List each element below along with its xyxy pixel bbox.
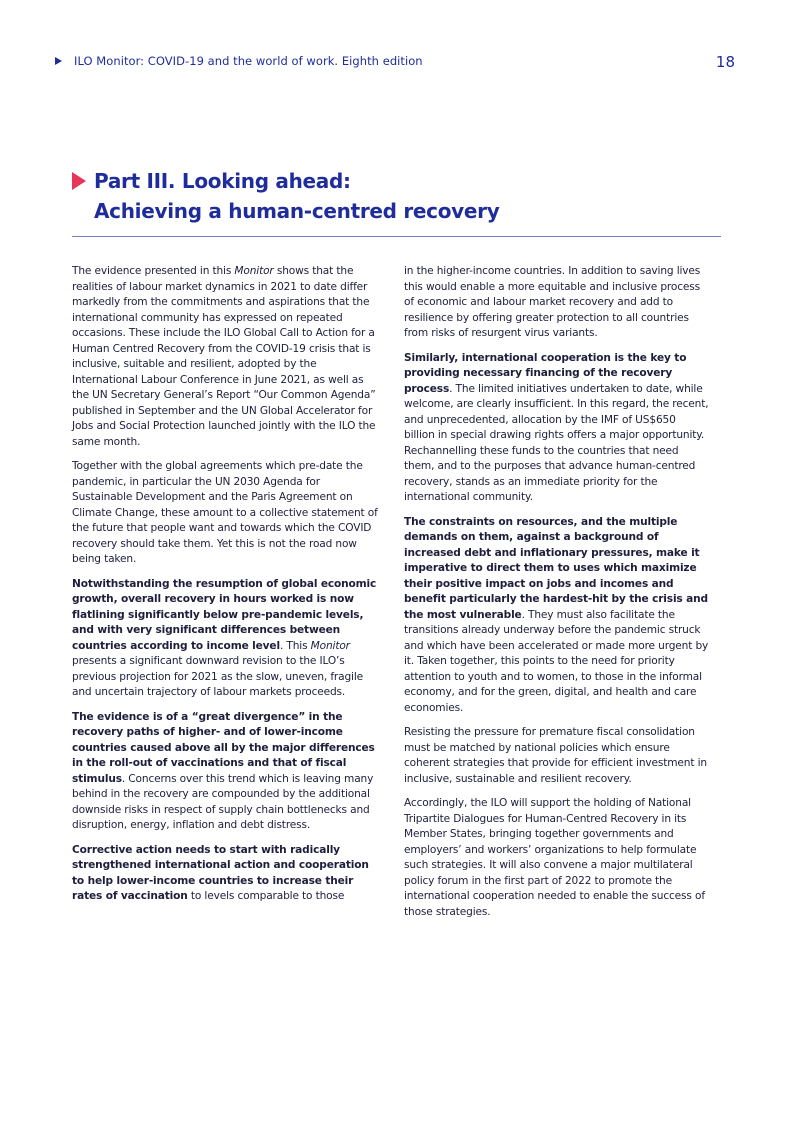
paragraph: Accordingly, the ILO will support the holding of National Tripartite Dialogues for Human-Centred Recovery in its Member States, bringing together governments and employers’ and workers’ organizations to help formulate such strategies. It will also convene a major multilateral policy forum in the first part of 2022 to promote the international cooperation needed to enable the success of those strategies. xyxy=(404,797,705,918)
section-heading xyxy=(72,166,499,226)
section-title-line-2: Achieving a human-centred recovery xyxy=(94,199,500,223)
paragraph: Similarly, international cooperation is the key to providing necessary financing of the recovery process. The limited initiatives undertaken to date, while welcome, are clearly insufficient. In this regard, the recent, and unprecedented, allocation by the IMF of US$650 billion in special drawing rights offers a major opportunity. Rechannelling these funds to the countries that need them, and to the purposes that advance human-centred recovery, stands as an immediate priority for the international community. xyxy=(404,351,709,503)
section-divider xyxy=(72,236,721,237)
right-column xyxy=(404,264,709,929)
paragraph: The evidence presented in this Monitor shows that the realities of labour market dynamics in 2021 to date differ markedly from the commitments and aspirations that the international community has expressed on repeated occasions. These include the ILO Global Call to Action for a Human Centred Recovery from the COVID-19 crisis that is inclusive, suitable and resilient, adopted by the International Labour Conference in June 2021, as well as the UN Secretary General’s Report “Our Common Agenda” published in September and the UN Global Accelerator for Jobs and Social Protection launched jointly with the ILO the same month. xyxy=(72,265,376,448)
paragraph: The evidence is of a “great divergence” in the recovery paths of higher- and of lower-income countries caused above all by the major differences in the roll-out of vaccinations and that of fiscal stimulus. Concerns over this trend which is leaving many behind in the recovery are compounded by the additional downside risks in respect of supply chain bottlenecks and disruption, energy, inflation and debt distress. xyxy=(72,710,375,831)
left-column xyxy=(72,264,379,914)
running-header xyxy=(55,54,423,68)
paragraph: in the higher-income countries. In addition to saving lives this would enable a more equitable and inclusive process of economic and labour market recovery and add to resilience by offering greater protection to all countries from risks of resurgent virus variants. xyxy=(404,265,701,339)
section-title-line-1: Part III. Looking ahead: xyxy=(94,169,351,193)
paragraph: Corrective action needs to start with radically strengthened international action and cooperation to help lower-income countries to increase their rates of vaccination to levels comparable to those xyxy=(72,843,369,902)
page-number: 18 xyxy=(715,53,735,71)
paragraph: Resisting the pressure for premature fiscal consolidation must be matched by national policies which ensure coherent strategies that provide for efficient investment in inclusive, sustainable and resilient recovery. xyxy=(404,726,707,785)
title-arrow-icon xyxy=(72,172,86,190)
paragraph: Together with the global agreements which pre-date the pandemic, in particular the UN 2030 Agenda for Sustainable Development and the Paris Agreement on Climate Change, these amount to a collective statement of the future that people want and towards which the COVID recovery should take them. Yet this is not the road now being taken. xyxy=(72,460,378,565)
triangle-right-icon xyxy=(55,57,62,65)
section-title xyxy=(94,166,499,226)
paragraph: The constraints on resources, and the multiple demands on them, against a background of increased debt and inflationary pressures, make it imperative to direct them to uses which maximize their positive impact on jobs and incomes and benefit particularly the hardest-hit by the crisis and the most vulnerable. They must also facilitate the transitions already underway before the pandemic struck and which have been accelerated or made more urgent by it. Taken together, this points to the need for priority attention to youth and to women, to those in the informal economy, and for the green, digital, and health and care economies. xyxy=(404,515,709,714)
running-title: ILO Monitor: COVID-19 and the world of work. Eighth edition xyxy=(74,54,423,68)
paragraph: Notwithstanding the resumption of global economic growth, overall recovery in hours worked is now flatlining significantly below pre-pandemic levels, and with very significant differences between countries according to income level. This Monitor presents a significant downward revision to the ILO’s previous projection for 2021 as the slow, uneven, fragile and uncertain trajectory of labour markets proceeds. xyxy=(72,577,377,698)
